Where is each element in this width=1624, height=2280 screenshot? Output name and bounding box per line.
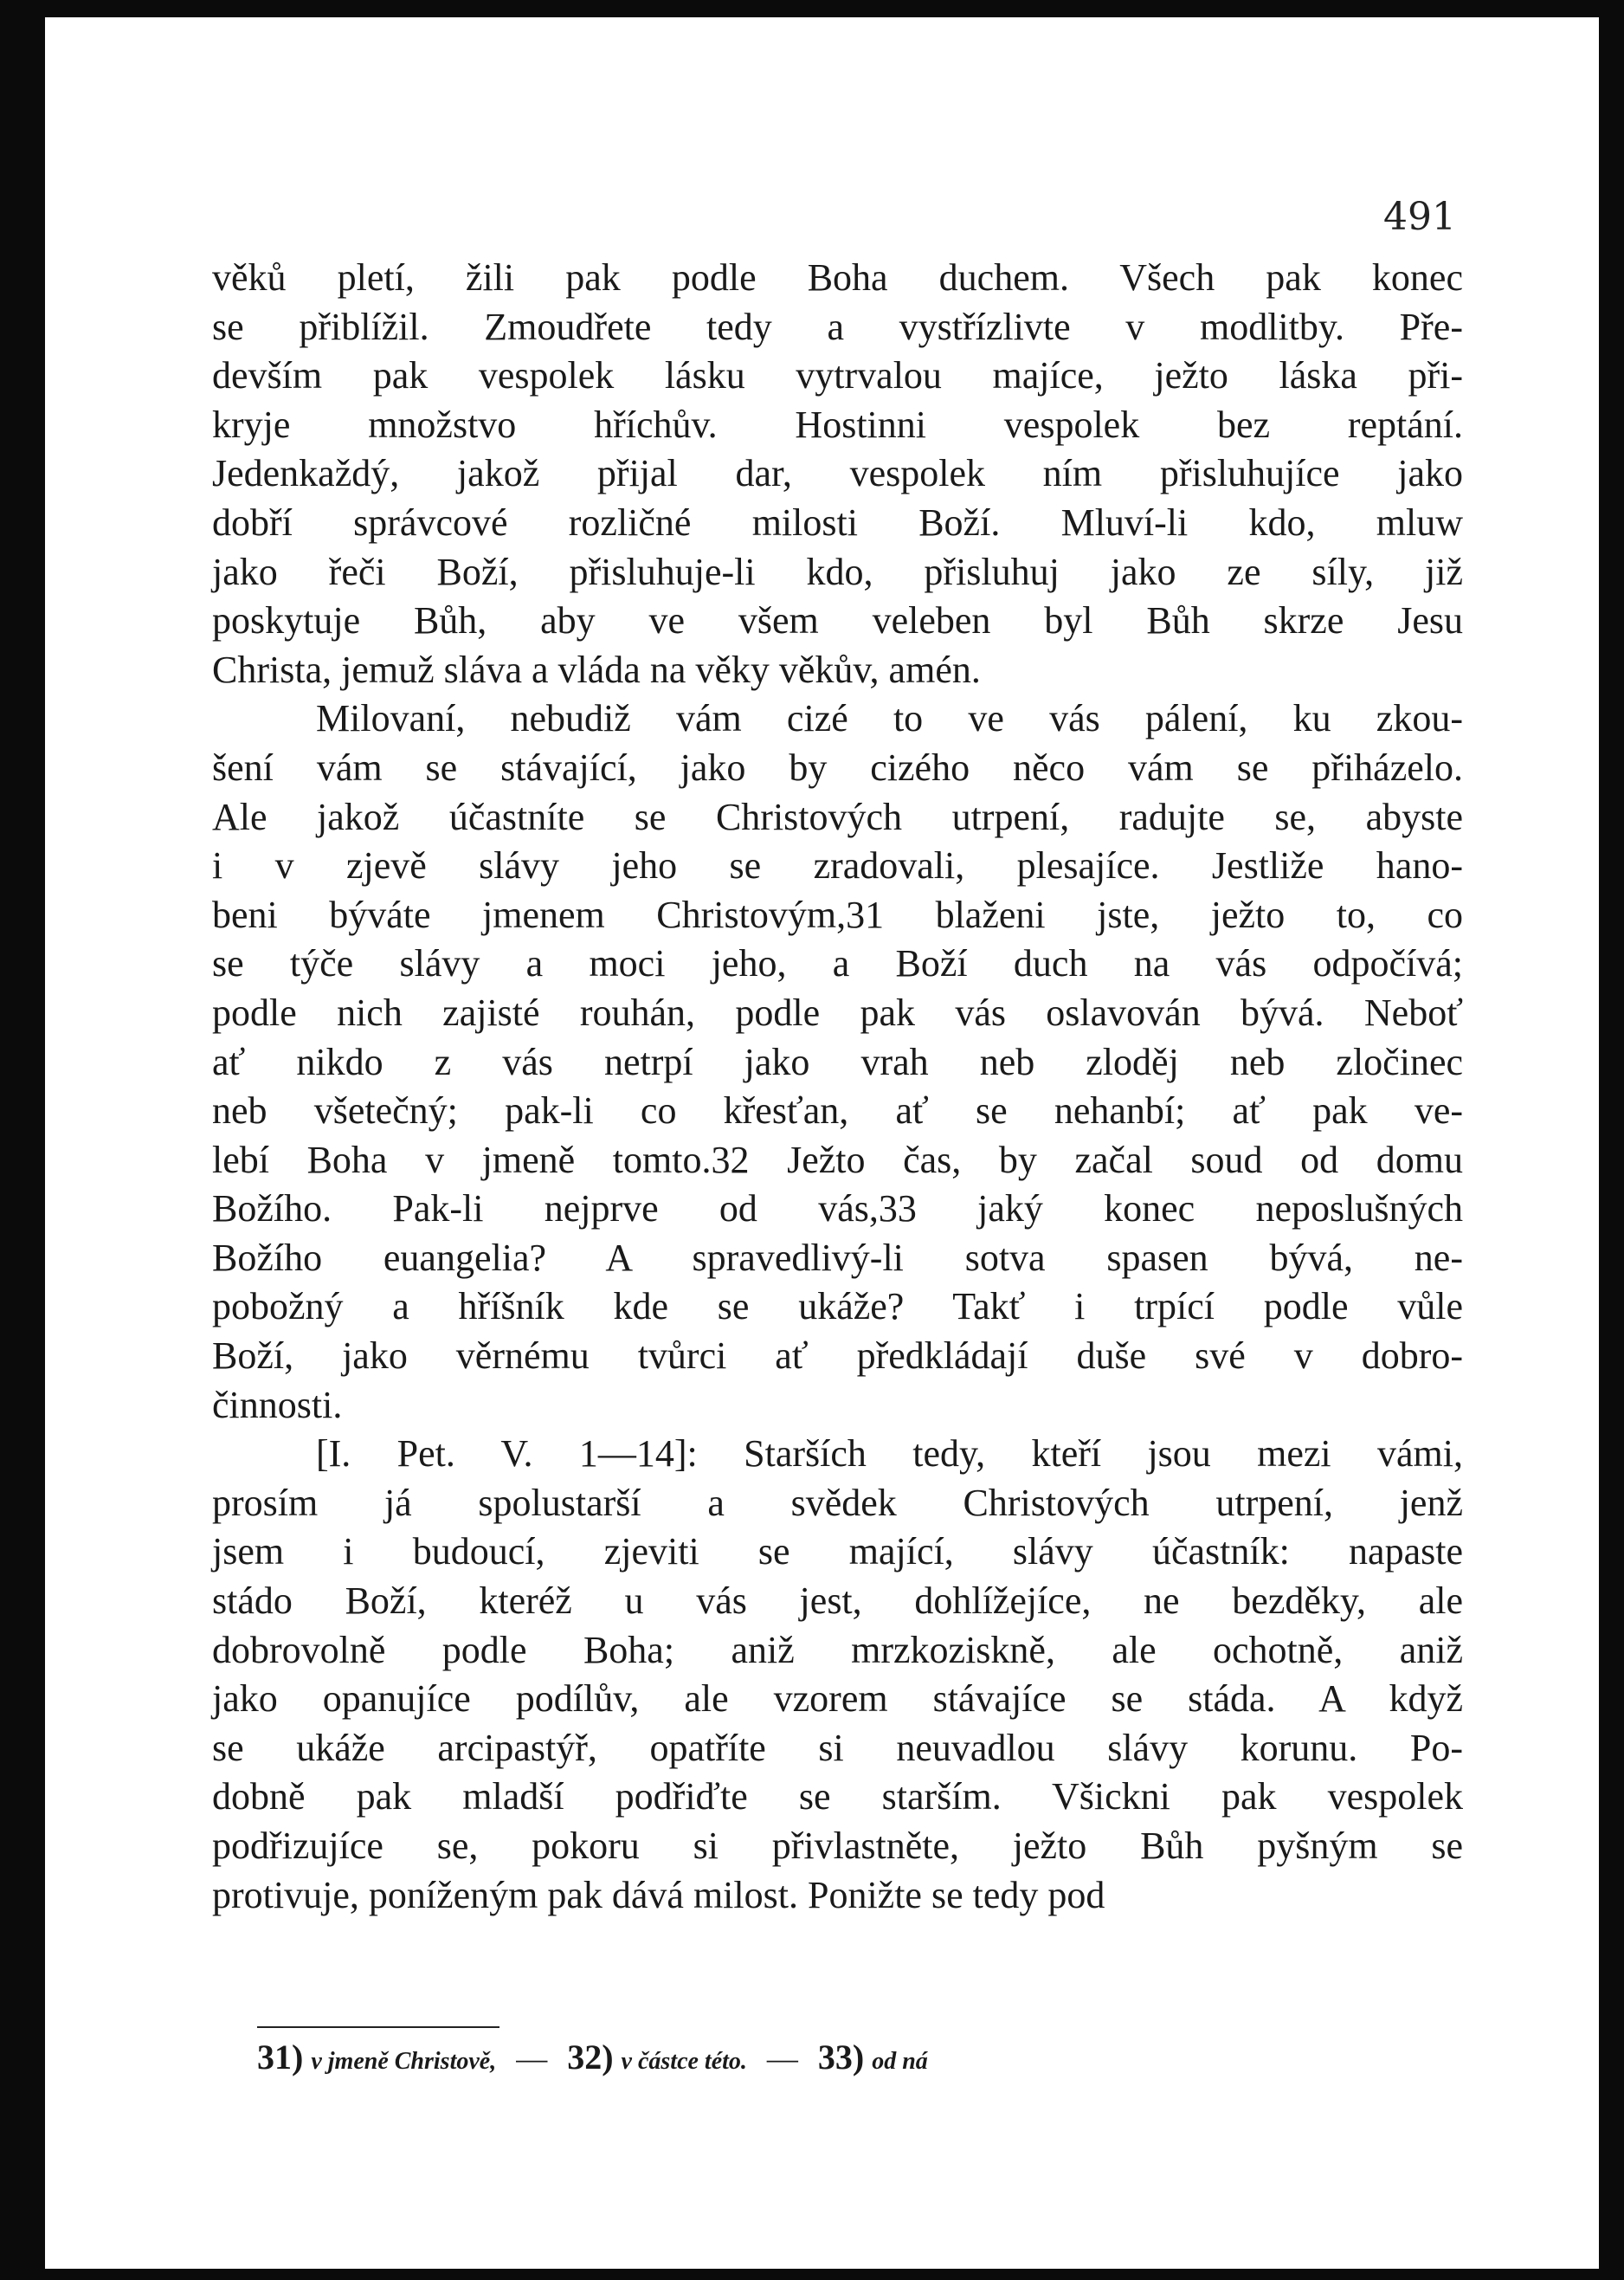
footnote-separator: — — [516, 2041, 548, 2076]
text-line: Jedenkaždý, jakož přijal dar, vespolek ním přisluhujíce jako — [212, 452, 1463, 495]
footnote-33 — [817, 2038, 928, 2077]
footnote-number: 32) — [567, 2038, 614, 2077]
text-line: jsem i budoucí, zjeviti se mající, slávy účastník: napaste — [212, 1530, 1463, 1573]
text-line: protivuje, poníženým pak dává milost. Ponižte se tedy pod — [212, 1873, 1105, 1916]
text-line: Božího euangelia? A spravedlivý-li sotva spasen bývá, ne- — [212, 1236, 1463, 1279]
text-line: se ukáže arcipastýř, opatříte si neuvadlou slávy korunu. Po- — [212, 1726, 1463, 1769]
footnote-number: 31) — [257, 2038, 304, 2077]
text-line: poskytuje Bůh, aby ve všem veleben byl Bůh skrze Jesu — [212, 599, 1463, 643]
footnote-32 — [567, 2038, 755, 2077]
text-line: Ale jakož účastníte se Christových utrpení, radujte se, abyste — [212, 795, 1463, 838]
footnote-text: v částce této. — [621, 2048, 747, 2075]
text-line: lebí Boha v jmeně tomto.32 Ježto čas, by začal soud od domu — [212, 1138, 1463, 1181]
text-line: kryje množstvo hříchův. Hostinni vespolek bez reptání. — [212, 403, 1463, 446]
text-line: [I. Pet. V. 1—14]: Starších tedy, kteří jsou mezi vámi, — [316, 1432, 1463, 1476]
text-line: se přiblížil. Zmoudřete tedy a vystřízlivte v modlitby. Pře- — [212, 305, 1463, 348]
text-line: dobrovolně podle Boha; aniž mrzkoziskně, ale ochotně, aniž — [212, 1628, 1463, 1671]
text-line: jako řeči Boží, přisluhuje-li kdo, přisluhuj jako ze síly, již — [212, 550, 1463, 593]
text-line: ať nikdo z vás netrpí jako vrah neb zloděj neb zločinec — [212, 1040, 1463, 1083]
text-line: devším pak vespolek lásku vytrvalou majíce, ježto láska při- — [212, 354, 1463, 397]
text-line: podřizujíce se, pokoru si přivlastněte, ježto Bůh pyšným se — [212, 1825, 1463, 1867]
footnote-31 — [257, 2038, 504, 2077]
footnote-number: 33) — [817, 2038, 865, 2077]
text-line: dobně pak mladší podřiďte se starším. Všickni pak vespolek — [212, 1775, 1463, 1818]
footnote-rule — [257, 2026, 499, 2028]
footnote-separator: — — [766, 2041, 798, 2076]
text-line: podle nich zajisté rouhán, podle pak vás oslavován bývá. Neboť — [212, 991, 1463, 1034]
text-line: stádo Boží, kteréž u vás jest, dohlížejíce, ne bezděky, ale — [212, 1579, 1463, 1623]
text-line: činnosti. — [212, 1383, 343, 1426]
text-line: beni býváte jmenem Christovým,31 blaženi jste, ježto to, co — [212, 893, 1463, 936]
text-lines — [212, 254, 1463, 1920]
text-line: jako opanujíce podílův, ale vzorem stávajíce se stáda. A když — [212, 1677, 1463, 1721]
text-line: neb všetečný; pak-li co křesťan, ať se nehanbí; ať pak ve- — [212, 1089, 1463, 1133]
page-number: 491 — [1383, 195, 1456, 239]
text-line: Boží, jako věrnému tvůrci ať předkládají duše své v dobro- — [212, 1334, 1463, 1378]
text-line: věků pletí, žili pak podle Boha duchem. Všech pak konec — [212, 256, 1463, 299]
text-line: pobožný a hříšník kde se ukáže? Takť i trpící podle vůle — [212, 1285, 1463, 1328]
book-page — [45, 17, 1599, 2269]
footnotes — [257, 2037, 1209, 2077]
text-line: Božího. Pak-li nejprve od vás,33 jaký konec neposlušných — [212, 1187, 1463, 1230]
body-text — [212, 254, 1463, 1920]
footnote-text: v jmeně Christově, — [311, 2048, 497, 2075]
text-line: Christa, jemuž sláva a vláda na věky věkův, amén. — [212, 648, 981, 691]
text-line: se týče slávy a moci jeho, a Boží duch na vás odpočívá; — [212, 942, 1463, 985]
footnote-text: od ná — [872, 2048, 928, 2075]
text-line: Milovaní, nebudiž vám cizé to ve vás pálení, ku zkou- — [316, 697, 1463, 740]
text-line: i v zjevě slávy jeho se zradovali, plesajíce. Jestliže hano- — [212, 844, 1463, 888]
text-line: prosím já spolustarší a svědek Christových utrpení, jenž — [212, 1481, 1463, 1524]
text-line: šení vám se stávající, jako by cizého něco vám se přiházelo. — [212, 746, 1463, 789]
text-line: dobří správcové rozličné milosti Boží. Mluví-li kdo, mluw — [212, 501, 1463, 544]
